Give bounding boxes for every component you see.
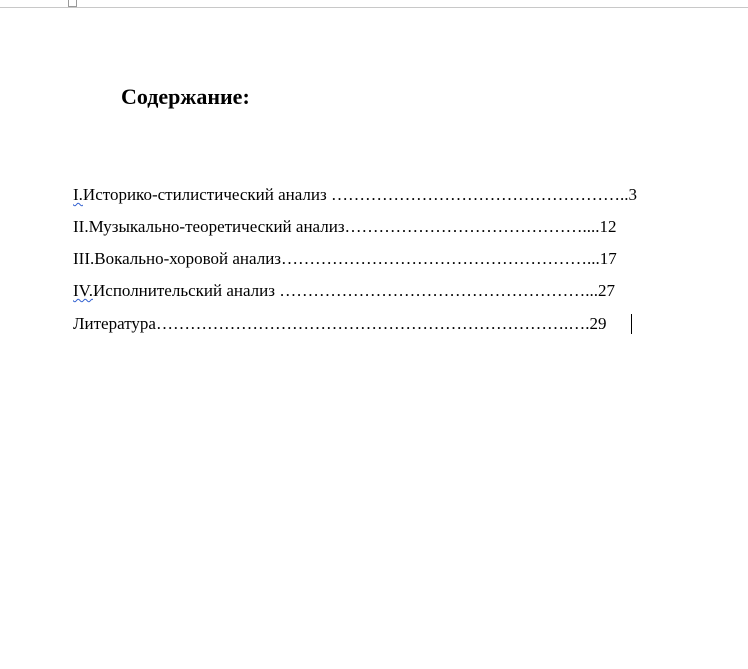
toc-entry-4-marker: IV. — [73, 281, 93, 300]
page-top-border — [0, 7, 748, 8]
toc-entry-3[interactable] — [73, 248, 617, 270]
toc-entry-2-text: II.Музыкально-теоретический анализ……………………………………....12 — [73, 217, 617, 236]
toc-entry-3-text: III.Вокально-хоровой анализ………………………………………………...17 — [73, 249, 617, 268]
toc-entry-4[interactable] — [73, 280, 615, 302]
toc-entry-1-marker: I. — [73, 185, 83, 204]
toc-entry-5[interactable] — [73, 313, 606, 335]
toc-entry-1[interactable] — [73, 184, 637, 206]
toc-heading: Содержание: — [121, 84, 250, 109]
toc-entry-4-text: Исполнительский анализ ………………………………………………...27 — [93, 281, 615, 300]
margin-corner-marker — [68, 0, 77, 7]
toc-entry-5-text: Литература……………………………………………………………….….29 — [73, 314, 607, 333]
text-cursor — [631, 314, 632, 334]
toc-entry-2[interactable] — [73, 216, 617, 238]
toc-entry-1-text: Историко-стилистический анализ ……………………………………………..3 — [82, 185, 637, 204]
